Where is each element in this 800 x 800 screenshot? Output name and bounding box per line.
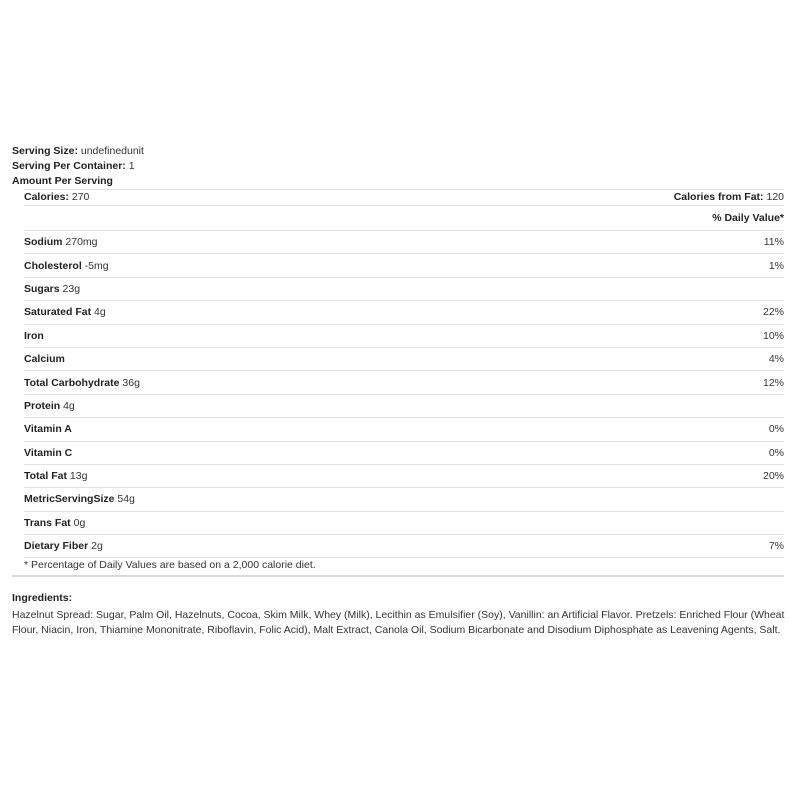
footnote: * Percentage of Daily Values are based on a 2,000 calorie diet. <box>24 557 784 573</box>
nutrient-row <box>24 487 784 510</box>
amount-per-serving <box>12 174 784 189</box>
nutrient-daily-value: 0% <box>768 446 784 459</box>
nutrient-row <box>24 300 784 323</box>
nutrient-row <box>24 324 784 347</box>
serving-size-label: Serving Size: <box>12 145 78 157</box>
bottom-divider <box>12 575 784 577</box>
amount-per-serving-label: Amount Per Serving <box>12 175 113 187</box>
nutrient-row <box>24 347 784 370</box>
nutrient-cell <box>24 236 98 248</box>
ingredients-title: Ingredients: <box>12 592 73 604</box>
calories-from-fat-value: 120 <box>763 191 784 203</box>
daily-value-header: % Daily Value* <box>712 212 784 224</box>
nutrient-daily-value: 7% <box>768 540 784 553</box>
nutrient-row <box>24 511 784 534</box>
nutrient-name: Protein <box>24 399 61 412</box>
nutrient-amount: 36g <box>119 376 140 389</box>
nutrient-amount: 2g <box>88 540 103 553</box>
nutrient-cell <box>24 377 140 389</box>
calories-row <box>24 189 784 205</box>
nutrient-daily-value: 10% <box>762 329 784 342</box>
nutrient-amount: 0g <box>70 516 86 529</box>
serving-per-container-label: Serving Per Container: <box>12 160 126 172</box>
nutrient-daily-value: 12% <box>762 376 784 389</box>
nutrient-cell <box>24 517 85 529</box>
nutrient-name: Trans Fat <box>24 516 71 529</box>
calories-label: Calories: <box>24 191 69 203</box>
nutrient-amount: 4g <box>91 306 106 319</box>
nutrient-name: Iron <box>24 329 44 342</box>
nutrient-row <box>24 230 784 253</box>
nutrient-name: Calcium <box>24 353 65 366</box>
calories-from-fat <box>674 190 784 205</box>
daily-value-header-row <box>24 205 784 230</box>
nutrient-cell <box>24 470 87 482</box>
nutrient-name: Vitamin C <box>24 446 73 459</box>
nutrient-amount: 4g <box>60 399 75 412</box>
nutrient-cell <box>24 540 103 552</box>
nutrient-row <box>24 277 784 300</box>
nutrient-row <box>24 394 784 417</box>
nutrient-name: Dietary Fiber <box>24 540 89 553</box>
nutrient-rows <box>24 230 784 557</box>
nutrient-row <box>24 464 784 487</box>
nutrient-amount: 270mg <box>62 236 98 249</box>
nutrient-cell <box>24 330 44 342</box>
nutrient-table <box>24 189 784 573</box>
nutrient-daily-value: 0% <box>768 423 784 436</box>
calories-value: 270 <box>68 191 90 203</box>
nutrient-name: Sodium <box>24 236 63 249</box>
calories <box>24 190 89 205</box>
serving-size <box>12 144 784 159</box>
nutrient-amount: 23g <box>59 282 81 295</box>
calories-from-fat-label: Calories from Fat: <box>673 191 764 203</box>
nutrient-name: Vitamin A <box>24 423 72 436</box>
nutrient-cell <box>24 493 135 505</box>
nutrient-daily-value: 11% <box>763 236 784 249</box>
nutrient-row <box>24 534 784 557</box>
nutrient-name: Cholesterol <box>24 259 82 272</box>
nutrient-amount: 54g <box>114 493 135 506</box>
nutrient-cell <box>24 260 109 272</box>
nutrient-row <box>24 253 784 276</box>
nutrient-amount: 13g <box>66 470 88 483</box>
nutrient-daily-value: 22% <box>762 306 784 319</box>
nutrient-name: Saturated Fat <box>24 306 92 319</box>
nutrient-cell <box>24 447 72 459</box>
ingredients-section <box>12 591 788 639</box>
serving-per-container <box>12 159 784 174</box>
nutrient-name: Sugars <box>24 282 60 295</box>
nutrient-daily-value: 4% <box>768 353 784 366</box>
nutrient-name: Total Fat <box>24 470 67 483</box>
nutrient-daily-value: 20% <box>762 470 784 483</box>
nutrient-daily-value: 1% <box>768 259 784 272</box>
nutrient-cell <box>24 353 65 365</box>
nutrient-cell <box>24 400 75 412</box>
nutrition-facts <box>12 144 784 577</box>
nutrient-amount: -5mg <box>81 259 109 272</box>
nutrient-name: MetricServingSize <box>24 493 115 506</box>
nutrient-row <box>24 370 784 393</box>
nutrient-cell <box>24 423 72 435</box>
serving-per-container-value: 1 <box>125 160 135 172</box>
nutrient-cell <box>24 283 80 295</box>
nutrient-row <box>24 441 784 464</box>
ingredients-text: Hazelnut Spread: Sugar, Palm Oil, Hazelnuts, Cocoa, Skim Milk, Whey (Milk), Lecithin as Emulsifier (Soy), Vanillin: an Artificial Flavor. Pretzels: Enriched Flour (Wheat Flour, Niacin, Iron, Thiamine Mononitrate, Riboflavin, Folic Acid), Malt Extract, Canola Oil, Sodium Bicarbonate and Disodium Diphosphate as Leavening Agents, Salt. <box>12 608 785 636</box>
nutrient-cell <box>24 306 106 318</box>
serving-size-value: undefinedunit <box>77 145 144 157</box>
nutrient-row <box>24 417 784 440</box>
nutrient-name: Total Carbohydrate <box>24 376 120 389</box>
